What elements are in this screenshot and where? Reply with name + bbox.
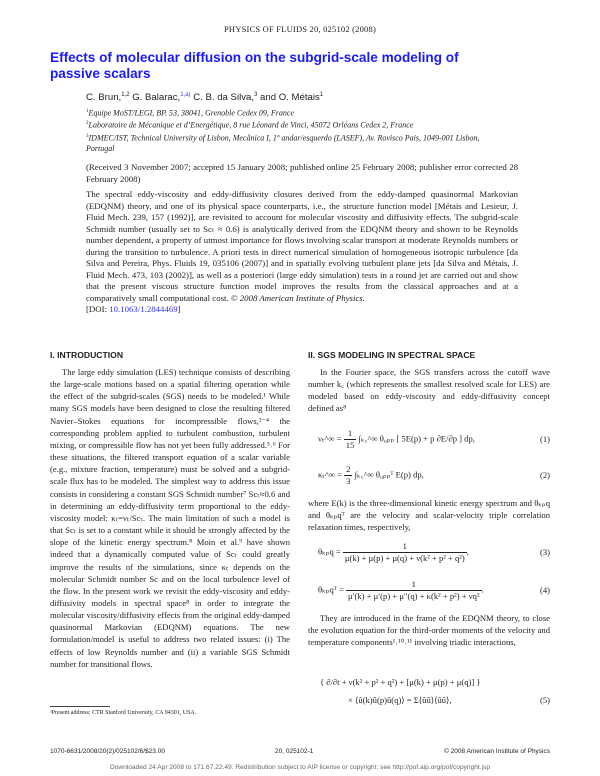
eq-lhs: θₖₚqᵀ = [318, 584, 347, 595]
received-dates: (Received 3 November 2007; accepted 15 January 2008; published online 25 February 2008; publisher error corrected 28 February 2008) [86, 162, 518, 184]
affil-number: 1 [86, 109, 89, 114]
affiliation [86, 107, 486, 119]
affil-number: 2 [86, 121, 89, 127]
eq-body: × ⟨û(k)û(p)û(q)⟩ = Σ⟨ûû⟩⟨ûû⟩, [348, 695, 452, 705]
numerator: 1 [343, 541, 467, 553]
paragraph: where E(k) is the three-dimensional kinetic energy spectrum and θₖₚq and θₖₚqᵀ are the velocity and scalar-velocity triple correlation relaxation times, respectively, [308, 498, 550, 533]
introduction-body [50, 366, 290, 670]
footnote: ᵃPresent address: CTR Stanford University, CA 94301, USA. [50, 710, 197, 716]
footer-copyright: © 2008 American Institute of Physics [444, 748, 550, 755]
equation-number: (5) [539, 695, 550, 705]
affil-text: Equipe MoST/LEGI, BP. 53, 38041, Grenoble Cedex 09, France [88, 108, 295, 118]
equation-number: (4) [539, 585, 550, 595]
eq-lhs: κₜ^∞ = [318, 469, 345, 480]
eq-lhs: θₖₚq = [318, 546, 343, 557]
equation-number: (1) [539, 434, 550, 444]
eq-body: ∫ₖ꜀^∞ θ₀ₚₚᵀ E(p) dp, [354, 469, 424, 480]
denominator: 15 [345, 440, 355, 450]
eq-punct: , [466, 546, 469, 557]
author: and O. Métais [260, 92, 320, 104]
denominator: μ(k) + μ(p) + μ(q) + ν(k² + p² + q²) [344, 553, 465, 563]
equation-5-line-2 [348, 695, 550, 706]
equation-1 [318, 428, 550, 451]
sgs-paragraph-1 [308, 366, 550, 415]
doi-link[interactable]: 10.1063/1.2844469 [109, 304, 178, 314]
equation-4 [318, 579, 550, 602]
footnote-rule [50, 706, 110, 707]
affiliation [86, 132, 486, 155]
section-heading-sgs-modeling: II. SGS MODELING IN SPECTRAL SPACE [308, 350, 476, 360]
author-affil-ref: 1 [319, 92, 324, 98]
doi-suffix: ] [177, 304, 181, 314]
paragraph: The large eddy simulation (LES) technique consists of describing the large-scale motions based on a spatial filtering operation while the effect of the subgrid-scales (SGS) needs to be modeled.¹ While many SGS models have been designed to close the resulting filtered Navier–Stokes equations for incompressible flows,²⁻⁴ the corresponding problem applied to turbulent combustion, turbulent mixing, or compressible flow has not yet been fully addressed.⁵˒⁶ For these situations, the filtered transport equation of a scalar variable (e.g., mixture fraction, temperature) must be solved and a subgrid-scale flux has to be modeled. The simplest way to address this issue consists in considering a constant SGS Schmidt number⁷ Scₜ≈0.6 and in determining an eddy-diffusivity term proportional to the eddy-viscosity model: κₜ=νₜ/Scₜ. The main limitation of such a model is that Scₜ is set to a constant while it should be strongly affected by the slope of the kinetic energy spectrum.⁸ Moin et al.⁹ have shown indeed that a dynamically computed value of Scₜ could greatly improve the results of the simulations, since κₜ depends on the molecular Schmidt number Sc and on the local turbulence level of the flow. In the present work we revisit the eddy-viscosity and eddy-diffusivity models in spectral space⁸ in order to integrate the molecular viscosity/diffusivity effects from the original eddy-damped quasinormal Markovian (EDQNM) equations. The new formulation/model is useful to address two related issues: (i) The effects of low Reynolds number and (ii) a variable SGS Schmidt number for transitional flows. [50, 367, 290, 669]
equation-number: (3) [539, 547, 550, 557]
author-affil-ref: 3 [254, 92, 258, 98]
numerator: 1 [346, 579, 482, 591]
equation-number: (2) [539, 470, 550, 480]
equation-3 [318, 541, 550, 564]
section-heading-introduction: I. INTRODUCTION [50, 350, 124, 360]
author: G. Balarac, [132, 92, 181, 104]
fraction [344, 464, 352, 487]
fraction [343, 541, 467, 564]
eq-body: ∫ₖ꜀^∞ θ₀ₚₚ [ 5E(p) + p ∂E/∂p ] dp, [358, 433, 475, 444]
denominator: μ′(k) + μ′(p) + μ″(q) + κ(k² + p²) + νq² [348, 591, 480, 601]
affiliations [86, 107, 486, 155]
abstract-text: The spectral eddy-viscosity and eddy-diffusivity closures derived from the eddy-damped quasinormal Markovian (EDQNM) theory, and one of its physical space counterparts, i.e., the structure function model [Métais and Lesieur, J. Fluid Mech. 239, 157 (1992)], are revisited to account for molecular viscosity and diffusivity effects. The subgrid-scale Schmidt number (usually set to Scₜ ≈ 0.6) is analytically derived from the EDQNM theory and shown to be Reynolds number dependent, a property of utmost importance for flows involving scalar transport at moderate Reynolds numbers or during the transition to turbulence. A priori tests in direct numerical simulation of homogeneous isotropic turbulence [da Silva and Pereira, Phys. Fluids 19, 035106 (2007)] and in spatially evolving turbulent plane jets [da Silva and Métais, J. Fluid Mech. 473, 103 (2002)], as well as a posteriori (large eddy simulation) tests in a round jet are carried out and show that the present viscous structure function model improves the results from the classical approaches and at a comparatively small computational cost. [86, 189, 518, 303]
doi-line [86, 304, 518, 316]
affil-text: IDMEC/IST, Technical University of Lisbon, Mecânica I, 1º andar/esquerdo (LASEF), Av. Rovisco Pais, 1049-001 Lisbon, Portugal [86, 133, 480, 154]
numerator: 1 [344, 428, 357, 440]
author: C. Brun, [86, 92, 122, 104]
fraction [344, 428, 357, 451]
sgs-paragraph-3 [308, 612, 550, 648]
author: C. B. da Silva, [193, 92, 255, 104]
author-list [86, 92, 323, 103]
download-note: Downloaded 24 Apr 2008 to 171.67.22.49. Redistribution subject to AIP license or copyright; see http://pof.aip.org/pof/copyright.jsp [110, 764, 490, 771]
numerator: 2 [346, 464, 351, 474]
sgs-paragraph-2 [308, 497, 550, 533]
journal-header: PHYSICS OF FLUIDS 20, 025102 (2008) [224, 24, 376, 34]
denominator: 3 [346, 476, 351, 486]
affil-text: Laboratoire de Mécanique et d’Energétique, 8 rue Léonard de Vinci, 45072 Orléans Cedex 2, France [88, 121, 414, 131]
fraction [346, 579, 482, 602]
eq-punct: . [481, 584, 484, 595]
paragraph: In the Fourier space, the SGS transfers across the cutoff wave number k꜀ (which represents the smallest resolved scale for LES) are modeled based on eddy-viscosity and eddy-diffusivity concept defined as⁸ [308, 367, 550, 414]
eq-lhs: νₜ^∞ = [318, 433, 344, 444]
author-affil-ref[interactable]: 1,a) [180, 92, 191, 98]
affiliation [86, 119, 486, 131]
affil-number: 3 [86, 133, 89, 139]
footer-page-number: 20, 025102-1 [275, 748, 314, 755]
copyright-note: © 2008 American Institute of Physics. [230, 292, 365, 303]
author-affil-ref: 1,2 [121, 92, 130, 98]
abstract [86, 189, 518, 316]
equation-2 [318, 464, 550, 487]
paragraph: They are introduced in the frame of the EDQNM theory, to close the evolution equation for the third-order moments of the velocity and temperature components¹˒¹⁰˒¹¹ involving triadic interactions, [308, 613, 550, 648]
abstract-paragraph [86, 189, 518, 304]
footer-issn: 1070-6631/2008/20(2)/025102/6/$23.00 [50, 748, 165, 755]
doi-prefix: [DOI: [86, 304, 110, 314]
article-title: Effects of molecular diffusion on the subgrid-scale modeling of passive scalars [50, 50, 459, 81]
equation-5-line-1: { ∂/∂t + ν(k² + p² + q²) + [μ(k) + μ(p) + μ(q)] } [320, 677, 481, 687]
